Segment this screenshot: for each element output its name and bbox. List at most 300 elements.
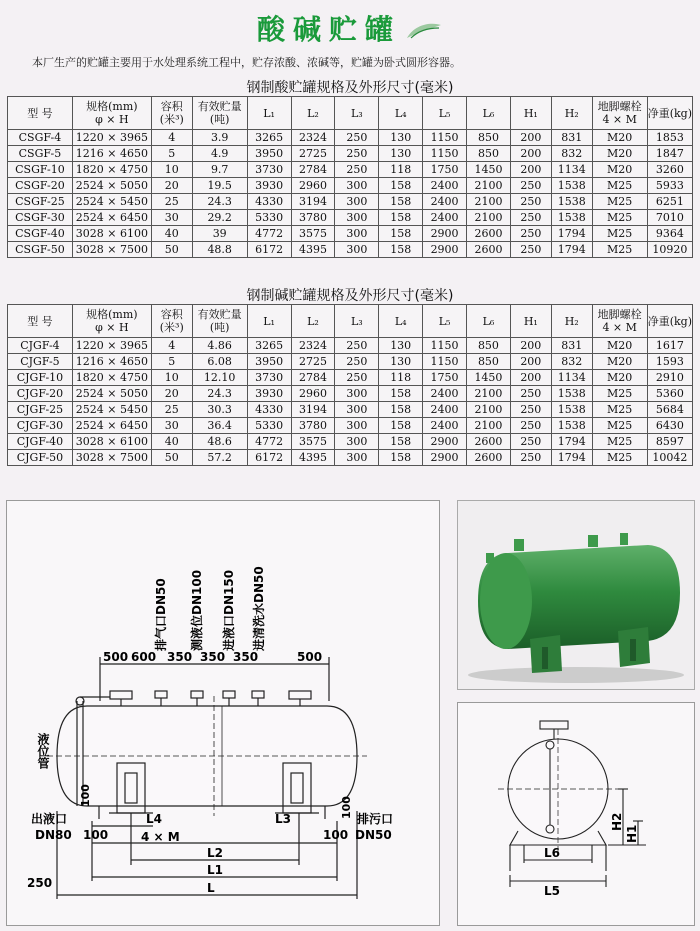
- table-cell: 39: [192, 226, 247, 242]
- col-l6: L₆: [467, 97, 511, 130]
- table-cell: 158: [379, 178, 423, 194]
- table-cell: 1593: [647, 354, 692, 370]
- dim-h1: H1: [625, 824, 639, 843]
- col-bolt: 地脚螺栓 4 × M: [592, 97, 647, 130]
- table-cell: 250: [335, 146, 379, 162]
- table-cell: 1847: [647, 146, 692, 162]
- table-cell: 1794: [551, 226, 592, 242]
- table-cell: 850: [467, 354, 511, 370]
- table-row: [8, 402, 693, 418]
- table-cell: 3950: [247, 354, 291, 370]
- table-cell: 5330: [247, 210, 291, 226]
- table-cell: 3028 × 7500: [72, 242, 151, 258]
- table-cell: 1220 × 3965: [72, 338, 151, 354]
- table-cell: 250: [335, 130, 379, 146]
- alkali-table-caption: 钢制碱贮罐规格及外形尺寸(毫米): [246, 288, 454, 304]
- table-row: [8, 162, 693, 178]
- table-cell: CJGF-40: [8, 434, 73, 450]
- table-cell: 2400: [423, 402, 467, 418]
- table-cell: 250: [510, 418, 551, 434]
- table-cell: 300: [335, 226, 379, 242]
- table-cell: 130: [379, 354, 423, 370]
- leaf-logo-icon: [405, 22, 443, 40]
- table-row: [8, 130, 693, 146]
- dim-l2: L2: [207, 846, 223, 860]
- dim-l3: L3: [275, 812, 291, 826]
- table-cell: 2600: [467, 242, 511, 258]
- dim-top-4: 350: [200, 650, 226, 664]
- alkali-table-header: [8, 305, 693, 338]
- table-cell: 2400: [423, 418, 467, 434]
- table-cell: 250: [510, 210, 551, 226]
- table-cell: 1820 × 4750: [72, 370, 151, 386]
- dim-top-1: 500: [103, 650, 129, 664]
- table-cell: 1538: [551, 386, 592, 402]
- table-cell: M25: [592, 178, 647, 194]
- dim-250: 250: [27, 876, 53, 890]
- table-cell: 5360: [647, 386, 692, 402]
- dim-l: L: [207, 881, 215, 895]
- table-cell: 250: [335, 338, 379, 354]
- table-cell: 4330: [247, 402, 291, 418]
- end-view-drawing: [457, 702, 695, 926]
- table-cell: 40: [151, 434, 192, 450]
- table-cell: 2400: [423, 178, 467, 194]
- table-cell: 200: [510, 130, 551, 146]
- table-cell: 5: [151, 146, 192, 162]
- table-cell: 6430: [647, 418, 692, 434]
- dim-100-right: 100: [323, 828, 349, 842]
- table-cell: 30.3: [192, 402, 247, 418]
- tank-photo-svg: [458, 501, 694, 689]
- table-cell: 2960: [291, 386, 335, 402]
- table-row: [8, 242, 693, 258]
- table-row: [8, 418, 693, 434]
- table-cell: 200: [510, 162, 551, 178]
- table-cell: 4330: [247, 194, 291, 210]
- col-l3: L₃: [335, 97, 379, 130]
- table-cell: 7010: [647, 210, 692, 226]
- table-cell: 200: [510, 370, 551, 386]
- table-cell: 1750: [423, 370, 467, 386]
- col-l5: L₅: [423, 305, 467, 338]
- table-cell: 300: [335, 418, 379, 434]
- table-cell: 850: [467, 130, 511, 146]
- col-volume: 容积 (米³): [151, 305, 192, 338]
- table-cell: 3260: [647, 162, 692, 178]
- table-cell: 19.5: [192, 178, 247, 194]
- col-h1: H₁: [510, 97, 551, 130]
- dim-h2: H2: [610, 812, 624, 831]
- table-cell: 2910: [647, 370, 692, 386]
- table-cell: M25: [592, 418, 647, 434]
- table-cell: 3930: [247, 386, 291, 402]
- table-cell: 10: [151, 370, 192, 386]
- col-l1: L₁: [247, 305, 291, 338]
- table-cell: 130: [379, 338, 423, 354]
- dim-100-right-v: 100: [340, 796, 353, 819]
- table-cell: 4772: [247, 226, 291, 242]
- table-cell: 158: [379, 386, 423, 402]
- table-cell: 1853: [647, 130, 692, 146]
- table-cell: 4: [151, 130, 192, 146]
- page-title-text: 酸碱贮罐: [256, 13, 401, 46]
- table-cell: 2725: [291, 146, 335, 162]
- table-cell: CJGF-50: [8, 450, 73, 466]
- table-cell: 158: [379, 450, 423, 466]
- table-cell: 250: [510, 178, 551, 194]
- table-cell: 2324: [291, 130, 335, 146]
- table-cell: M25: [592, 242, 647, 258]
- table-cell: 832: [551, 146, 592, 162]
- acid-spec-table: [7, 96, 693, 258]
- table-cell: M25: [592, 450, 647, 466]
- outlet-label: 出液口: [31, 812, 68, 826]
- table-cell: 57.2: [192, 450, 247, 466]
- table-cell: 250: [510, 434, 551, 450]
- table-cell: 24.3: [192, 386, 247, 402]
- table-cell: 2900: [423, 450, 467, 466]
- table-cell: 1794: [551, 450, 592, 466]
- table-cell: 20: [151, 386, 192, 402]
- table-cell: 2900: [423, 242, 467, 258]
- outlet-dn: DN80: [35, 828, 72, 842]
- table-cell: 4395: [291, 450, 335, 466]
- acid-table-caption: 钢制酸贮罐规格及外形尺寸(毫米): [246, 80, 454, 96]
- table-cell: 300: [335, 386, 379, 402]
- table-cell: 1538: [551, 402, 592, 418]
- table-cell: 118: [379, 162, 423, 178]
- drain-label: 排污口: [357, 812, 394, 826]
- table-cell: 300: [335, 242, 379, 258]
- table-cell: CSGF-4: [8, 130, 73, 146]
- table-row: [8, 226, 693, 242]
- table-row: [8, 194, 693, 210]
- table-cell: 1216 × 4650: [72, 146, 151, 162]
- elevation-drawing: [6, 500, 440, 926]
- table-cell: 850: [467, 146, 511, 162]
- alkali-spec-table: [7, 304, 693, 466]
- table-cell: 158: [379, 434, 423, 450]
- col-model: 型 号: [8, 97, 73, 130]
- table-cell: 250: [510, 386, 551, 402]
- table-cell: 5330: [247, 418, 291, 434]
- table-cell: 300: [335, 210, 379, 226]
- page-title: [0, 8, 700, 48]
- table-cell: 1134: [551, 162, 592, 178]
- table-cell: 300: [335, 402, 379, 418]
- table-cell: M25: [592, 434, 647, 450]
- table-cell: 4395: [291, 242, 335, 258]
- table-cell: 48.8: [192, 242, 247, 258]
- col-l4: L₄: [379, 97, 423, 130]
- table-cell: 1538: [551, 194, 592, 210]
- table-cell: 2600: [467, 226, 511, 242]
- table-row: [8, 370, 693, 386]
- table-cell: 36.4: [192, 418, 247, 434]
- table-cell: CSGF-10: [8, 162, 73, 178]
- col-storage: 有效贮量 (吨): [192, 97, 247, 130]
- table-cell: 50: [151, 242, 192, 258]
- nozzle-label-inlet: 进液口DN150: [222, 569, 236, 651]
- table-row: [8, 434, 693, 450]
- table-cell: 3780: [291, 418, 335, 434]
- table-cell: 3194: [291, 194, 335, 210]
- table-cell: 158: [379, 242, 423, 258]
- table-cell: CJGF-4: [8, 338, 73, 354]
- dim-top-6: 500: [297, 650, 323, 664]
- table-cell: 3950: [247, 146, 291, 162]
- tank-photo: [457, 500, 695, 690]
- dim-l6: L6: [544, 846, 560, 860]
- col-l2: L₂: [291, 97, 335, 130]
- table-cell: 1150: [423, 130, 467, 146]
- table-cell: 12.10: [192, 370, 247, 386]
- col-size: 规格(mm) φ × H: [72, 97, 151, 130]
- col-size: 规格(mm) φ × H: [72, 305, 151, 338]
- table-cell: 158: [379, 402, 423, 418]
- table-cell: 1450: [467, 370, 511, 386]
- dim-100-left: 100: [83, 828, 109, 842]
- col-l4: L₄: [379, 305, 423, 338]
- table-cell: 2100: [467, 178, 511, 194]
- col-l3: L₃: [335, 305, 379, 338]
- table-cell: 2100: [467, 210, 511, 226]
- table-cell: 3.9: [192, 130, 247, 146]
- table-cell: 831: [551, 130, 592, 146]
- table-cell: 9364: [647, 226, 692, 242]
- table-cell: 158: [379, 418, 423, 434]
- table-cell: M20: [592, 354, 647, 370]
- table-cell: M25: [592, 386, 647, 402]
- table-cell: 1617: [647, 338, 692, 354]
- table-cell: 3575: [291, 226, 335, 242]
- dim-l1: L1: [207, 863, 223, 877]
- table-row: [8, 354, 693, 370]
- table-cell: 4772: [247, 434, 291, 450]
- dim-top-3: 350: [167, 650, 193, 664]
- level-pipe-label: 液位管: [36, 733, 50, 769]
- table-cell: 1820 × 4750: [72, 162, 151, 178]
- table-cell: 4.86: [192, 338, 247, 354]
- table-cell: 30: [151, 210, 192, 226]
- table-cell: 831: [551, 338, 592, 354]
- end-view-drawing-svg: [458, 703, 694, 925]
- table-cell: 130: [379, 146, 423, 162]
- table-cell: 2100: [467, 418, 511, 434]
- table-cell: CSGF-30: [8, 210, 73, 226]
- table-cell: 250: [335, 354, 379, 370]
- table-cell: M25: [592, 226, 647, 242]
- col-bolt: 地脚螺栓 4 × M: [592, 305, 647, 338]
- dim-top-5: 350: [233, 650, 259, 664]
- table-cell: 1150: [423, 354, 467, 370]
- table-cell: 25: [151, 402, 192, 418]
- col-l5: L₅: [423, 97, 467, 130]
- table-cell: 250: [335, 162, 379, 178]
- table-cell: 2400: [423, 386, 467, 402]
- table-cell: 3194: [291, 402, 335, 418]
- dim-bolts: 4 × M: [141, 830, 180, 844]
- table-cell: 3028 × 6100: [72, 226, 151, 242]
- table-cell: 1150: [423, 338, 467, 354]
- table-cell: 250: [510, 450, 551, 466]
- intro-text: 本厂生产的贮罐主要用于水处理系统工程中，贮存浓酸、浓碱等，贮罐为卧式圆形容器。: [32, 56, 461, 69]
- table-cell: 5684: [647, 402, 692, 418]
- col-storage: 有效贮量 (吨): [192, 305, 247, 338]
- table-cell: 850: [467, 338, 511, 354]
- table-cell: 1794: [551, 242, 592, 258]
- table-cell: CSGF-20: [8, 178, 73, 194]
- table-cell: 48.6: [192, 434, 247, 450]
- acid-table-header: [8, 97, 693, 130]
- table-cell: 250: [510, 402, 551, 418]
- col-h1: H₁: [510, 305, 551, 338]
- table-cell: 2524 × 5050: [72, 386, 151, 402]
- col-l6: L₆: [467, 305, 511, 338]
- table-cell: 1538: [551, 178, 592, 194]
- table-cell: CSGF-50: [8, 242, 73, 258]
- table-cell: 130: [379, 130, 423, 146]
- table-cell: 250: [335, 370, 379, 386]
- col-weight: 净重(kg): [647, 97, 692, 130]
- table-cell: CJGF-30: [8, 418, 73, 434]
- table-cell: M25: [592, 402, 647, 418]
- elevation-drawing-svg: [7, 501, 439, 925]
- col-model: 型 号: [8, 305, 73, 338]
- table-cell: 2900: [423, 226, 467, 242]
- drain-dn: DN50: [355, 828, 392, 842]
- table-cell: 158: [379, 194, 423, 210]
- table-cell: 6172: [247, 450, 291, 466]
- table-cell: 118: [379, 370, 423, 386]
- table-row: [8, 146, 693, 162]
- table-cell: 2784: [291, 162, 335, 178]
- table-cell: CSGF-40: [8, 226, 73, 242]
- table-cell: 2524 × 5050: [72, 178, 151, 194]
- table-cell: 24.3: [192, 194, 247, 210]
- table-row: [8, 386, 693, 402]
- col-volume: 容积 (米³): [151, 97, 192, 130]
- table-cell: 2524 × 6450: [72, 418, 151, 434]
- table-cell: M25: [592, 194, 647, 210]
- table-cell: 5: [151, 354, 192, 370]
- table-cell: 2324: [291, 338, 335, 354]
- table-cell: 158: [379, 210, 423, 226]
- table-cell: 200: [510, 338, 551, 354]
- table-cell: 1216 × 4650: [72, 354, 151, 370]
- col-weight: 净重(kg): [647, 305, 692, 338]
- table-row: [8, 450, 693, 466]
- table-cell: 2960: [291, 178, 335, 194]
- table-cell: M20: [592, 370, 647, 386]
- table-cell: 50: [151, 450, 192, 466]
- table-cell: 2784: [291, 370, 335, 386]
- table-cell: 2100: [467, 402, 511, 418]
- table-cell: 9.7: [192, 162, 247, 178]
- table-cell: 1538: [551, 418, 592, 434]
- table-cell: 3265: [247, 338, 291, 354]
- table-cell: 300: [335, 178, 379, 194]
- table-cell: 3730: [247, 370, 291, 386]
- table-cell: 20: [151, 178, 192, 194]
- col-l1: L₁: [247, 97, 291, 130]
- table-cell: 300: [335, 434, 379, 450]
- table-cell: 1450: [467, 162, 511, 178]
- col-l2: L₂: [291, 305, 335, 338]
- table-cell: 2524 × 5450: [72, 402, 151, 418]
- table-cell: 2524 × 6450: [72, 210, 151, 226]
- table-cell: 5933: [647, 178, 692, 194]
- table-cell: 10: [151, 162, 192, 178]
- table-cell: 3780: [291, 210, 335, 226]
- table-cell: 4.9: [192, 146, 247, 162]
- table-cell: M20: [592, 162, 647, 178]
- dim-l4: L4: [146, 812, 162, 826]
- table-cell: 1134: [551, 370, 592, 386]
- table-cell: 3730: [247, 162, 291, 178]
- table-cell: 200: [510, 354, 551, 370]
- table-row: [8, 178, 693, 194]
- table-cell: M20: [592, 338, 647, 354]
- table-cell: 2600: [467, 450, 511, 466]
- table-cell: 1220 × 3965: [72, 130, 151, 146]
- table-cell: M25: [592, 210, 647, 226]
- table-cell: 40: [151, 226, 192, 242]
- table-cell: 3028 × 7500: [72, 450, 151, 466]
- table-cell: 250: [510, 194, 551, 210]
- dim-top-2: 600: [131, 650, 157, 664]
- table-cell: 6251: [647, 194, 692, 210]
- table-cell: CJGF-25: [8, 402, 73, 418]
- table-cell: 10042: [647, 450, 692, 466]
- dim-100-left-v: 100: [79, 784, 92, 807]
- col-h2: H₂: [551, 305, 592, 338]
- nozzle-label-wash: 进清洗水DN50: [252, 566, 266, 651]
- table-cell: 158: [379, 226, 423, 242]
- table-cell: M20: [592, 146, 647, 162]
- table-cell: CJGF-20: [8, 386, 73, 402]
- table-cell: 8597: [647, 434, 692, 450]
- table-cell: 29.2: [192, 210, 247, 226]
- table-cell: 200: [510, 146, 551, 162]
- table-cell: 250: [510, 226, 551, 242]
- table-cell: 2524 × 5450: [72, 194, 151, 210]
- table-cell: 30: [151, 418, 192, 434]
- nozzle-label-level: 测液位DN100: [190, 569, 204, 651]
- table-cell: 300: [335, 450, 379, 466]
- table-cell: 3575: [291, 434, 335, 450]
- table-cell: 25: [151, 194, 192, 210]
- table-cell: CJGF-5: [8, 354, 73, 370]
- table-cell: 250: [510, 242, 551, 258]
- table-cell: 6.08: [192, 354, 247, 370]
- table-row: [8, 210, 693, 226]
- table-cell: CJGF-10: [8, 370, 73, 386]
- table-cell: 3265: [247, 130, 291, 146]
- table-cell: 4: [151, 338, 192, 354]
- table-cell: 6172: [247, 242, 291, 258]
- acid-table-body: [8, 130, 693, 258]
- table-cell: CSGF-5: [8, 146, 73, 162]
- table-row: [8, 338, 693, 354]
- table-cell: 3028 × 6100: [72, 434, 151, 450]
- table-cell: CSGF-25: [8, 194, 73, 210]
- table-cell: 1150: [423, 146, 467, 162]
- table-cell: 2400: [423, 210, 467, 226]
- table-cell: 2400: [423, 194, 467, 210]
- table-cell: 2600: [467, 434, 511, 450]
